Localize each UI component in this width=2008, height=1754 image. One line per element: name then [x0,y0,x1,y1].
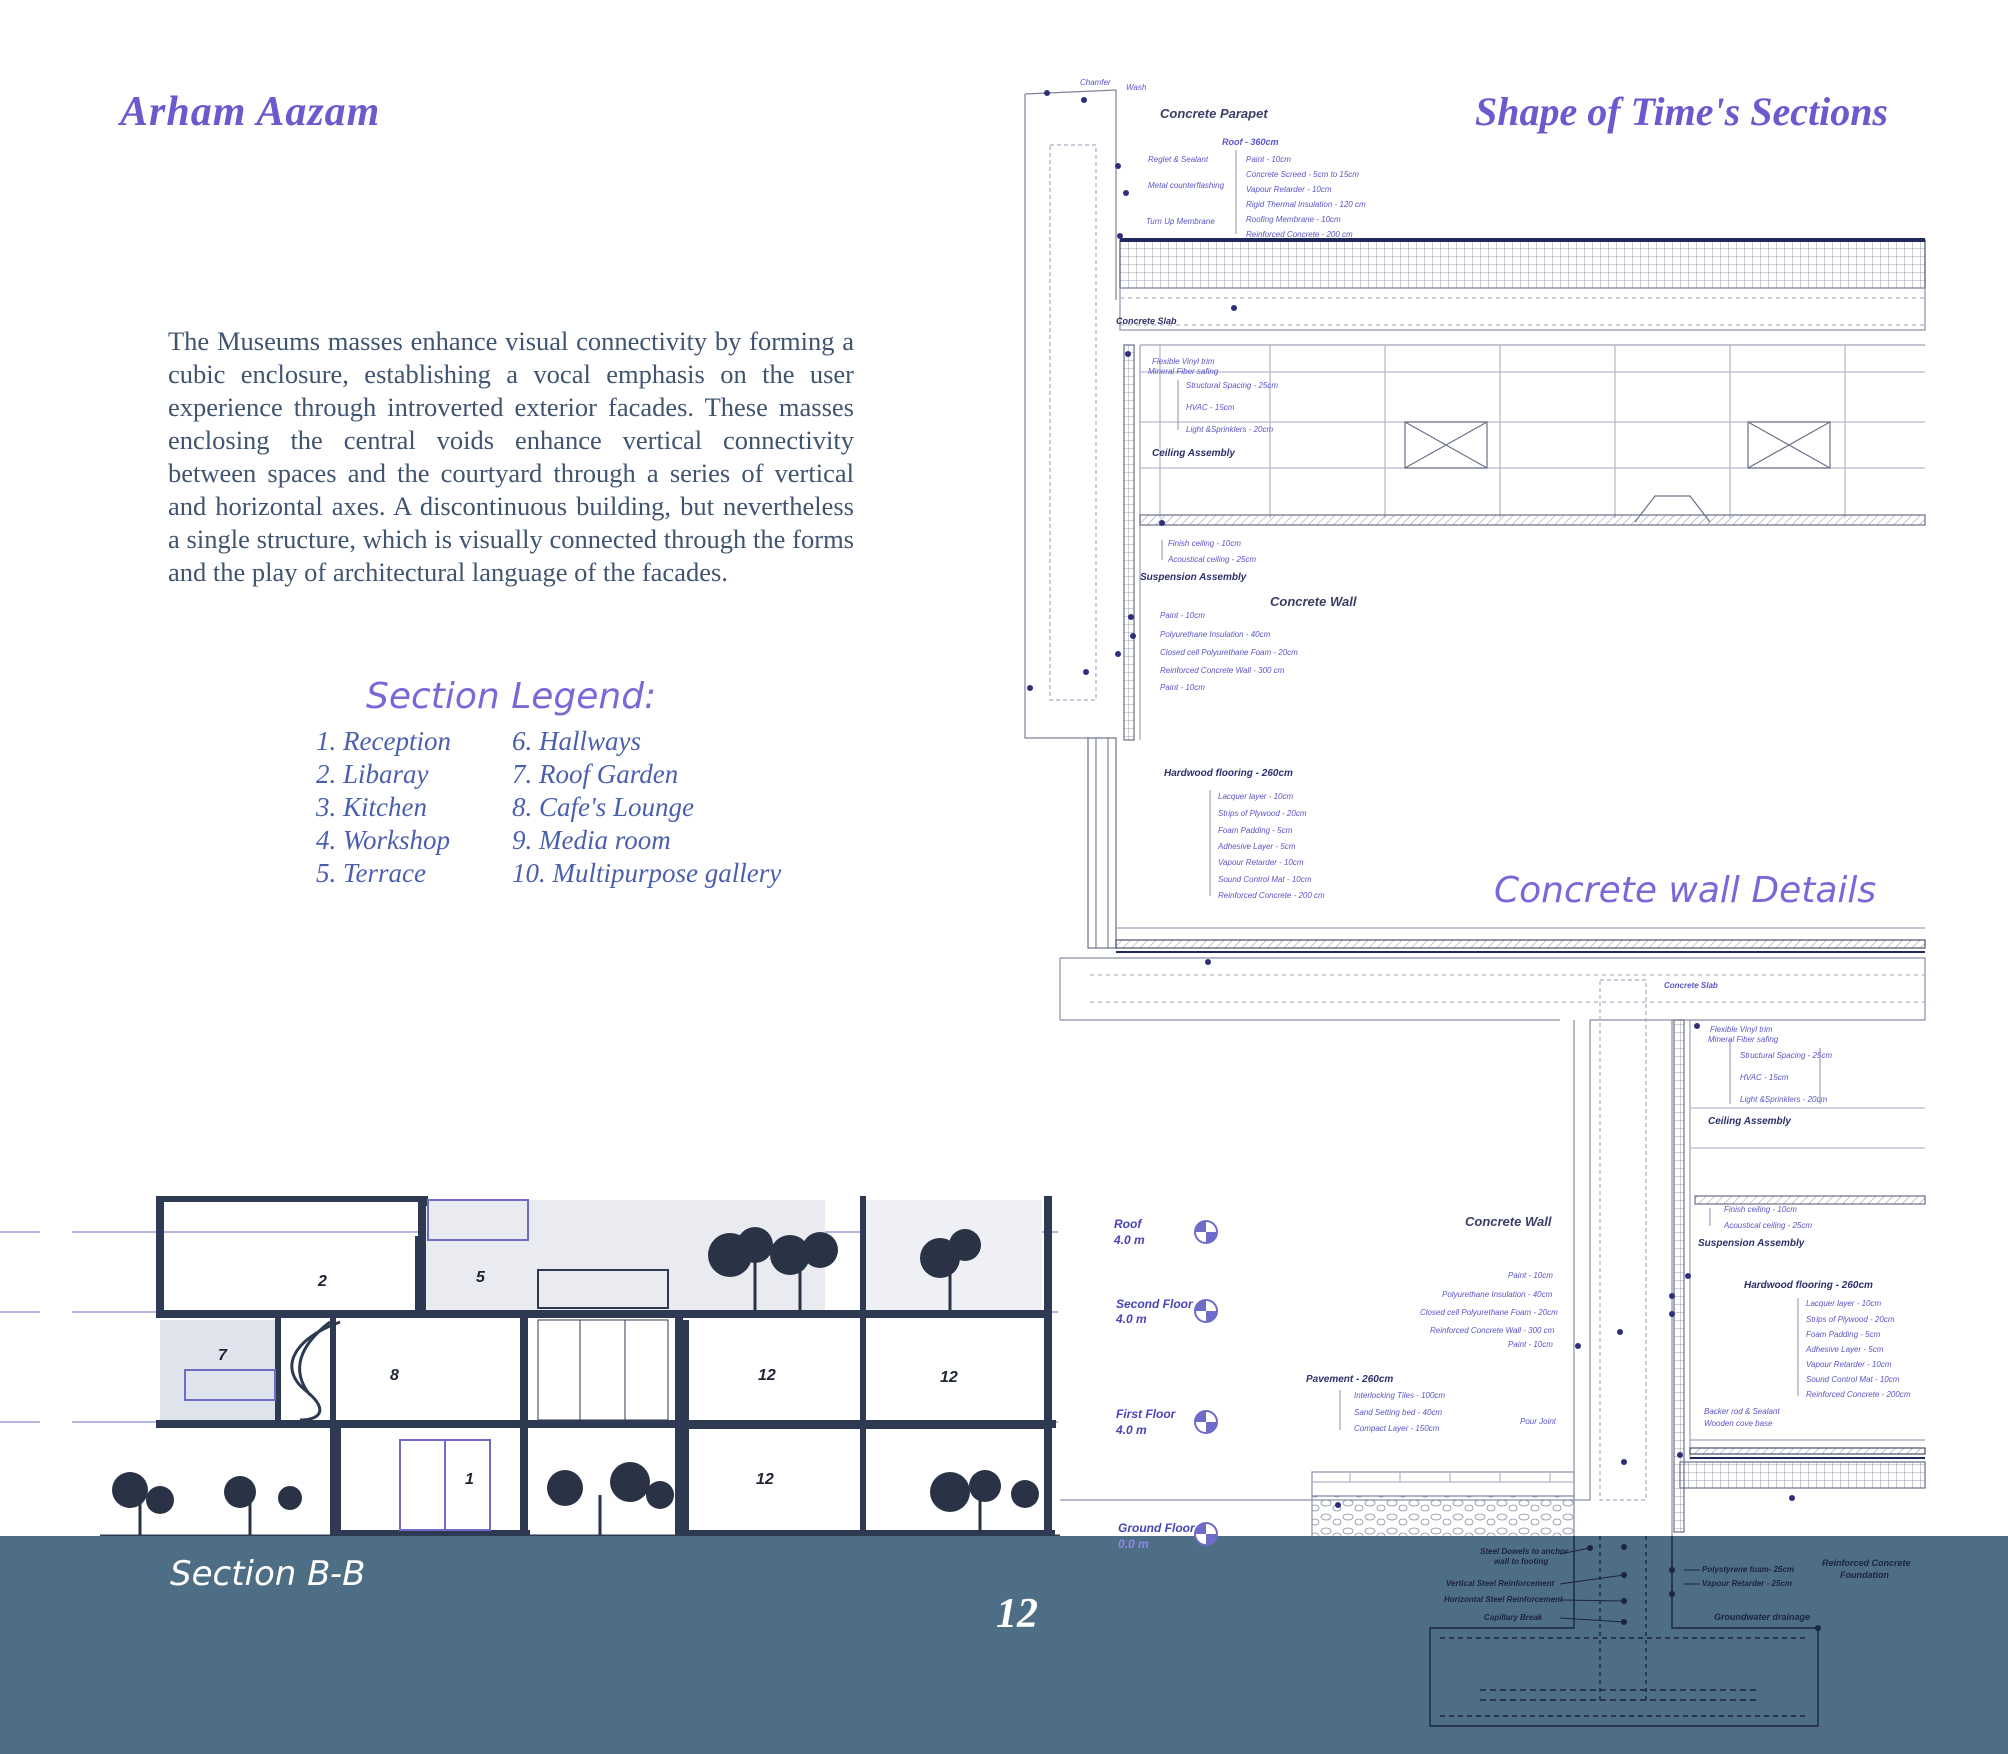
ceiling-note: HVAC - 15cm [1186,403,1235,412]
wall-layer: Closed cell Polyurethane Foam - 20cm [1160,648,1298,657]
roof-layer: Rigid Thermal Insulation - 120 cm [1246,200,1366,209]
ceiling-note: Flexible Vinyl trim [1152,357,1215,366]
level-height-second-floor: 4.0 m [1116,1312,1147,1326]
legend-item: 2. Libaray [316,759,429,789]
label-chamfer: Chamfer [1080,78,1111,87]
foundation-note: wall to footing [1494,1557,1549,1566]
room-number: 7 [218,1347,227,1364]
ceiling-note: Structural Spacing - 25cm [1740,1051,1833,1060]
label-concrete-parapet: Concrete Parapet [1160,106,1268,121]
foundation-label: Foundation [1840,1570,1889,1580]
label-wash: Wash [1126,83,1147,92]
floor-layer: Sound Control Mat - 10cm [1806,1375,1900,1384]
room-number: 8 [390,1367,399,1384]
label-concrete-slab: Concrete Slab [1664,981,1718,990]
level-height-roof: 4.0 m [1114,1233,1145,1247]
label-concrete-slab: Concrete Slab [1116,316,1177,326]
level-label-second-floor: Second Floor [1116,1297,1193,1311]
room-number: 5 [476,1269,485,1286]
foundation-note: Vertical Steel Reinforcement [1446,1579,1555,1588]
suspension-note: Acoustical ceiling - 25cm [1168,555,1257,564]
ceiling-note: Mineral Fiber safing [1148,367,1219,376]
roof-layer: Paint - 10cm [1246,155,1291,164]
description-paragraph: The Museums masses enhance visual connectivity by forming a cubic enclosure, establishing a vocal emphasis on the user experience through introverted exterior facades. These masses enclosing the central voids enhance vertical connectivity between spaces and the courtyard through a series of vertical and horizontal axes. A discontinuous building, but nevertheless a single structure, which is visually connected through the forms and the play of architectural language of the facades. [168,326,854,587]
legend-item: 10. Multipurpose gallery [512,858,782,888]
foundation-note: Horizontal Steel Reinforcement [1444,1595,1563,1604]
ceiling-note: Light &Sprinklers - 20cm [1740,1095,1828,1104]
section-label: Section B-B [170,1554,366,1594]
level-label-ground-floor: Ground Floor [1118,1521,1195,1535]
label-pour-joint: Pour Joint [1520,1417,1557,1426]
floor-layer: Reinforced Concrete - 200 cm [1218,891,1325,900]
label-suspension-assembly: Suspension Assembly [1698,1238,1805,1249]
wall-layer: Paint - 10cm [1160,683,1205,692]
suspension-note: Finish ceiling - 10cm [1724,1205,1797,1214]
floor-layer: Strips of Plywood - 20cm [1806,1315,1895,1324]
parapet-note: Reglet & Sealant [1148,155,1209,164]
floor-layer: Lacquer layer - 10cm [1218,792,1294,801]
label-pavement: Pavement - 260cm [1306,1374,1394,1385]
legend-item: 3. Kitchen [316,792,427,822]
foundation-note: Vapour Retarder - 25cm [1702,1579,1792,1588]
foundation-label: Reinforced Concrete [1822,1558,1911,1568]
roof-layer: Vapour Retarder - 10cm [1246,185,1332,194]
label-ceiling-assembly: Ceiling Assembly [1152,448,1235,459]
legend-title: Section Legend: [366,676,657,717]
floor-layer: Adhesive Layer - 5cm [1806,1345,1884,1354]
wall-layer: Paint - 10cm [1508,1340,1553,1349]
label-suspension-assembly: Suspension Assembly [1140,572,1247,583]
parapet-note: Metal counterflashing [1148,181,1225,190]
page-title: Shape of Time's Sections [1475,89,1888,134]
ceiling-note: HVAC - 15cm [1740,1073,1789,1082]
level-label-roof: Roof [1114,1217,1142,1231]
foundation-note: Polystyrene foam- 25cm [1702,1565,1795,1574]
backer-rod-note: Wooden cove base [1704,1419,1773,1428]
pavement-layer: Sand Setting bed - 40cm [1354,1408,1443,1417]
label-groundwater-drainage: Groundwater drainage [1714,1612,1811,1622]
floor-layer: Vapour Retarder - 10cm [1806,1360,1892,1369]
wall-layer: Reinforced Concrete Wall - 300 cm [1160,666,1285,675]
level-label-first-floor: First Floor [1116,1407,1176,1421]
label-concrete-wall: Concrete Wall [1270,594,1357,609]
backer-rod-note: Backer rod & Sealant [1704,1407,1780,1416]
floor-layer: Adhesive Layer - 5cm [1218,842,1296,851]
room-number: 12 [758,1367,776,1384]
legend-item: 4. Workshop [316,825,451,855]
room-number: 2 [318,1273,327,1290]
ceiling-note: Structural Spacing - 25cm [1186,381,1279,390]
wall-layer: Polyurethane Insulation - 40cm [1160,630,1271,639]
label-hardwood-flooring: Hardwood flooring - 260cm [1744,1280,1873,1291]
floor-layer: Vapour Retarder - 10cm [1218,858,1304,867]
legend-item: 7. Roof Garden [512,759,679,789]
room-number: 1 [465,1471,474,1488]
foundation-note: Steel Dowels to anchor [1480,1547,1569,1556]
suspension-note: Acoustical ceiling - 25cm [1724,1221,1813,1230]
wall-layer: Reinforced Concrete Wall - 300 cm [1430,1326,1555,1335]
floor-layer: Foam Padding - 5cm [1806,1330,1881,1339]
author-name: Arham Aazam [120,89,381,135]
room-number: 12 [940,1369,958,1386]
legend-item: 6. Hallways [512,726,642,756]
floor-layer: Strips of Plywood - 20cm [1218,809,1307,818]
details-title: Concrete wall Details [1494,870,1877,911]
pavement-layer: Interlocking Tiles - 100cm [1354,1391,1446,1400]
label-ceiling-assembly: Ceiling Assembly [1708,1116,1791,1127]
roof-layer: Reinforced Concrete - 200 cm [1246,230,1353,239]
floor-layer: Lacquer layer - 10cm [1806,1299,1882,1308]
roof-layer: Concrete Screed - 5cm to 15cm [1246,170,1359,179]
pavement-layer: Compact Layer - 150cm [1354,1424,1440,1433]
wall-layer: Paint - 10cm [1160,611,1205,620]
ceiling-note: Mineral Fiber safing [1708,1035,1779,1044]
floor-layer: Reinforced Concrete - 200cm [1806,1390,1911,1399]
legend-item: 9. Media room [512,825,671,855]
floor-layer: Foam Padding - 5cm [1218,826,1293,835]
suspension-note: Finish ceiling - 10cm [1168,539,1241,548]
label-concrete-wall: Concrete Wall [1465,1214,1552,1229]
level-height-ground-floor: 0.0 m [1118,1537,1149,1551]
parapet-note: Turn Up Membrane [1146,217,1215,226]
ceiling-note: Light &Sprinklers - 20cm [1186,425,1274,434]
wall-layer: Paint - 10cm [1508,1271,1553,1280]
wall-layer: Polyurethane Insulation - 40cm [1442,1290,1553,1299]
ceiling-note: Flexible Vinyl trim [1710,1025,1773,1034]
legend-item: 8. Cafe's Lounge [512,792,695,822]
floor-layer: Sound Control Mat - 10cm [1218,875,1312,884]
label-hardwood-flooring: Hardwood flooring - 260cm [1164,768,1293,779]
foundation-note: Capillary Break [1484,1613,1543,1622]
label-roof-title: Roof - 360cm [1222,137,1279,147]
page-number: 12 [996,1591,1038,1637]
legend-item: 1. Reception [316,726,451,756]
roof-layer: Roofing Membrane - 10cm [1246,215,1341,224]
legend-item: 5. Terrace [316,858,427,888]
room-number: 12 [756,1471,774,1488]
level-height-first-floor: 4.0 m [1116,1423,1147,1437]
wall-layer: Closed cell Polyurethane Foam - 20cm [1420,1308,1558,1317]
